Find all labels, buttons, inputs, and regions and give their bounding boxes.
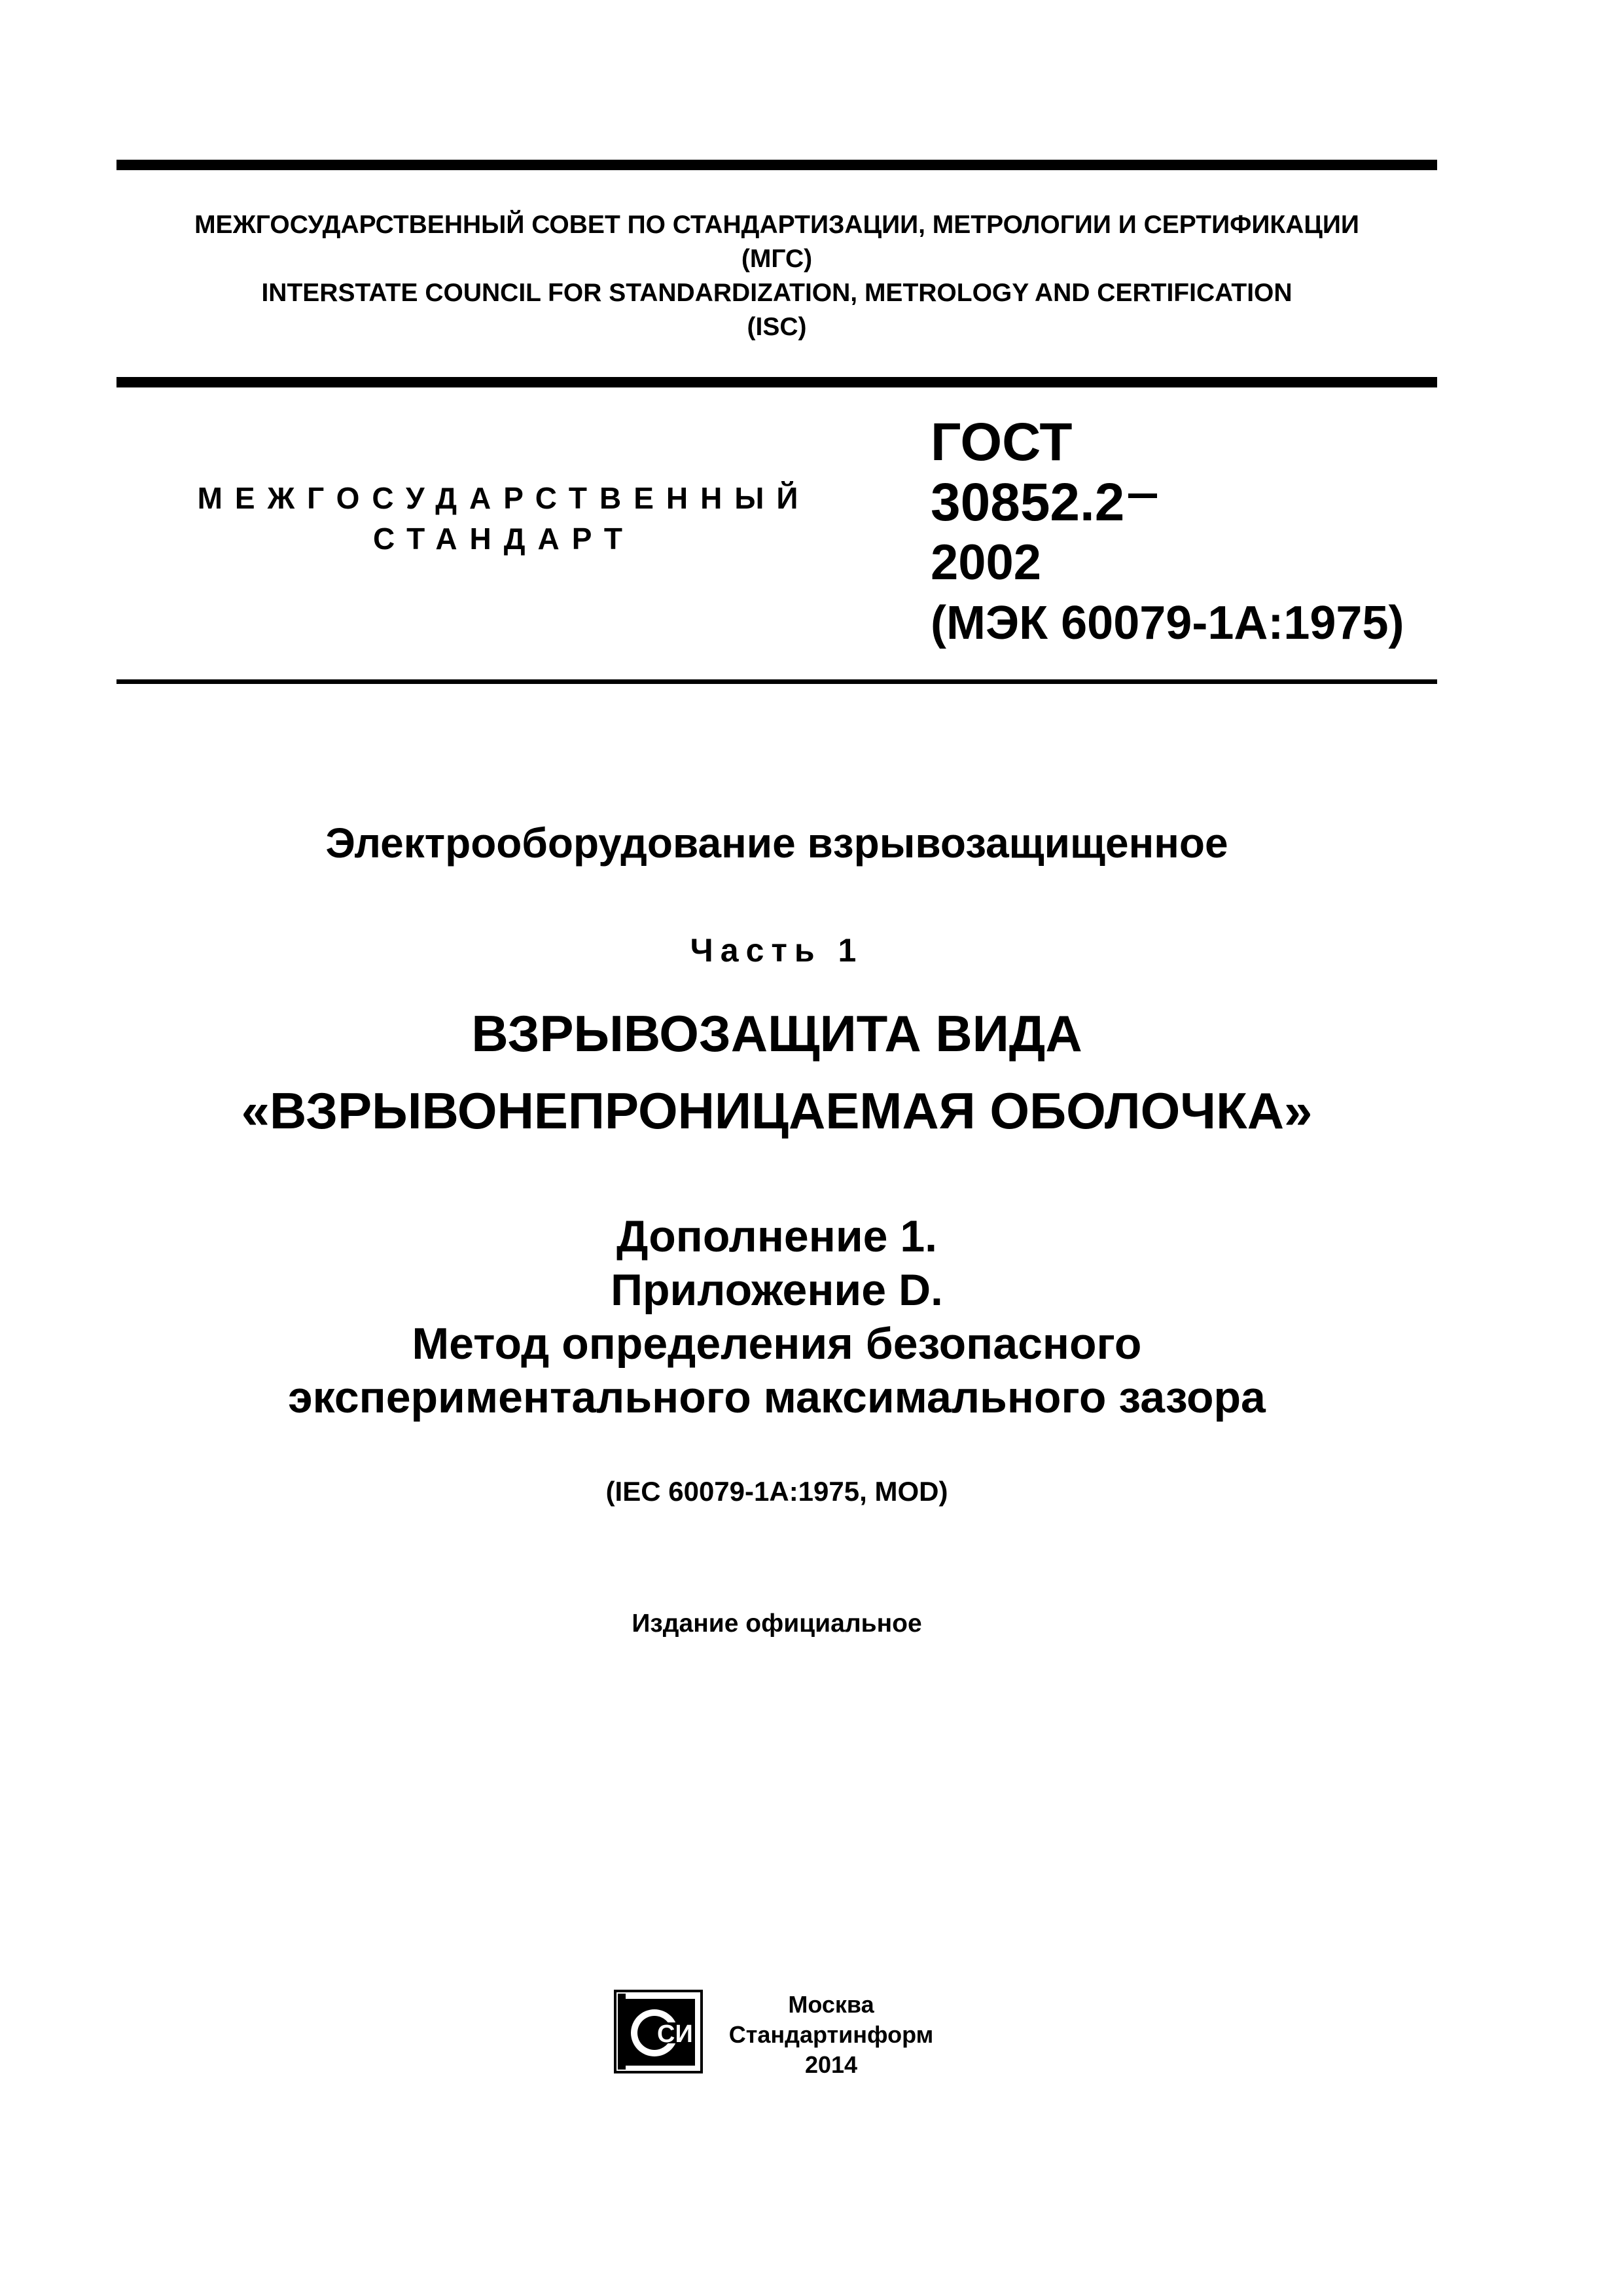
- council-abbr-ru: (МГС): [741, 245, 813, 273]
- designation-year: 2002: [931, 535, 1042, 590]
- designation-dash: [1128, 493, 1157, 498]
- council-abbr-en: (ISC): [747, 313, 807, 341]
- designation-iec-equivalent: (МЭК 60079-1А:1975): [931, 597, 1404, 649]
- supplement-title: [116, 1210, 1437, 1424]
- publisher-city: Москва: [788, 1991, 874, 2018]
- standard-designation: [931, 412, 1404, 653]
- standard-type-line2: СТАНДАРТ: [373, 522, 635, 556]
- supplement-line1: Дополнение 1.: [616, 1211, 938, 1261]
- standard-type-line1: МЕЖГОСУДАРСТВЕННЫЙ: [197, 481, 811, 515]
- part-label: Часть 1: [690, 932, 864, 969]
- publisher-block: [726, 1990, 936, 2080]
- designation-number-text: 30852.2: [931, 473, 1125, 532]
- designation-number: [931, 473, 1404, 533]
- supplement-line3: Метод определения безопасного: [412, 1319, 1142, 1369]
- council-name-en: INTERSTATE COUNCIL FOR STANDARDIZATION, METROLOGY AND CERTIFICATION: [261, 279, 1293, 307]
- publisher-year: 2014: [804, 2051, 858, 2078]
- designation-bottom-rule: [116, 679, 1437, 684]
- edition-label: Издание официальное: [632, 1609, 922, 1638]
- document-title: Электрооборудование взрывозащищенное: [325, 819, 1228, 867]
- iec-reference: (IEC 60079-1A:1975, MOD): [605, 1476, 948, 1507]
- council-bottom-rule: [116, 377, 1437, 387]
- supplement-line2: Приложение D.: [611, 1265, 943, 1315]
- council-header: [116, 208, 1437, 344]
- subtitle-line2: «ВЗРЫВОНЕПРОНИЦАЕМАЯ ОБОЛОЧКА»: [241, 1082, 1313, 1139]
- standartinform-logo: [614, 1990, 703, 2073]
- council-name-ru: МЕЖГОСУДАРСТВЕННЫЙ СОВЕТ ПО СТАНДАРТИЗАЦИИ, МЕТРОЛОГИИ И СЕРТИФИКАЦИИ: [194, 211, 1359, 239]
- supplement-line4: экспериментального максимального зазора: [288, 1372, 1266, 1422]
- designation-gost: ГОСТ: [931, 412, 1073, 472]
- subtitle-line1: ВЗРЫВОЗАЩИТА ВИДА: [471, 1005, 1082, 1062]
- standard-type-label: [196, 478, 812, 559]
- top-rule: [116, 160, 1437, 170]
- logo-letters: СИ: [657, 2020, 693, 2048]
- publisher-name: Стандартинформ: [728, 2021, 934, 2048]
- document-subtitle: [116, 995, 1437, 1149]
